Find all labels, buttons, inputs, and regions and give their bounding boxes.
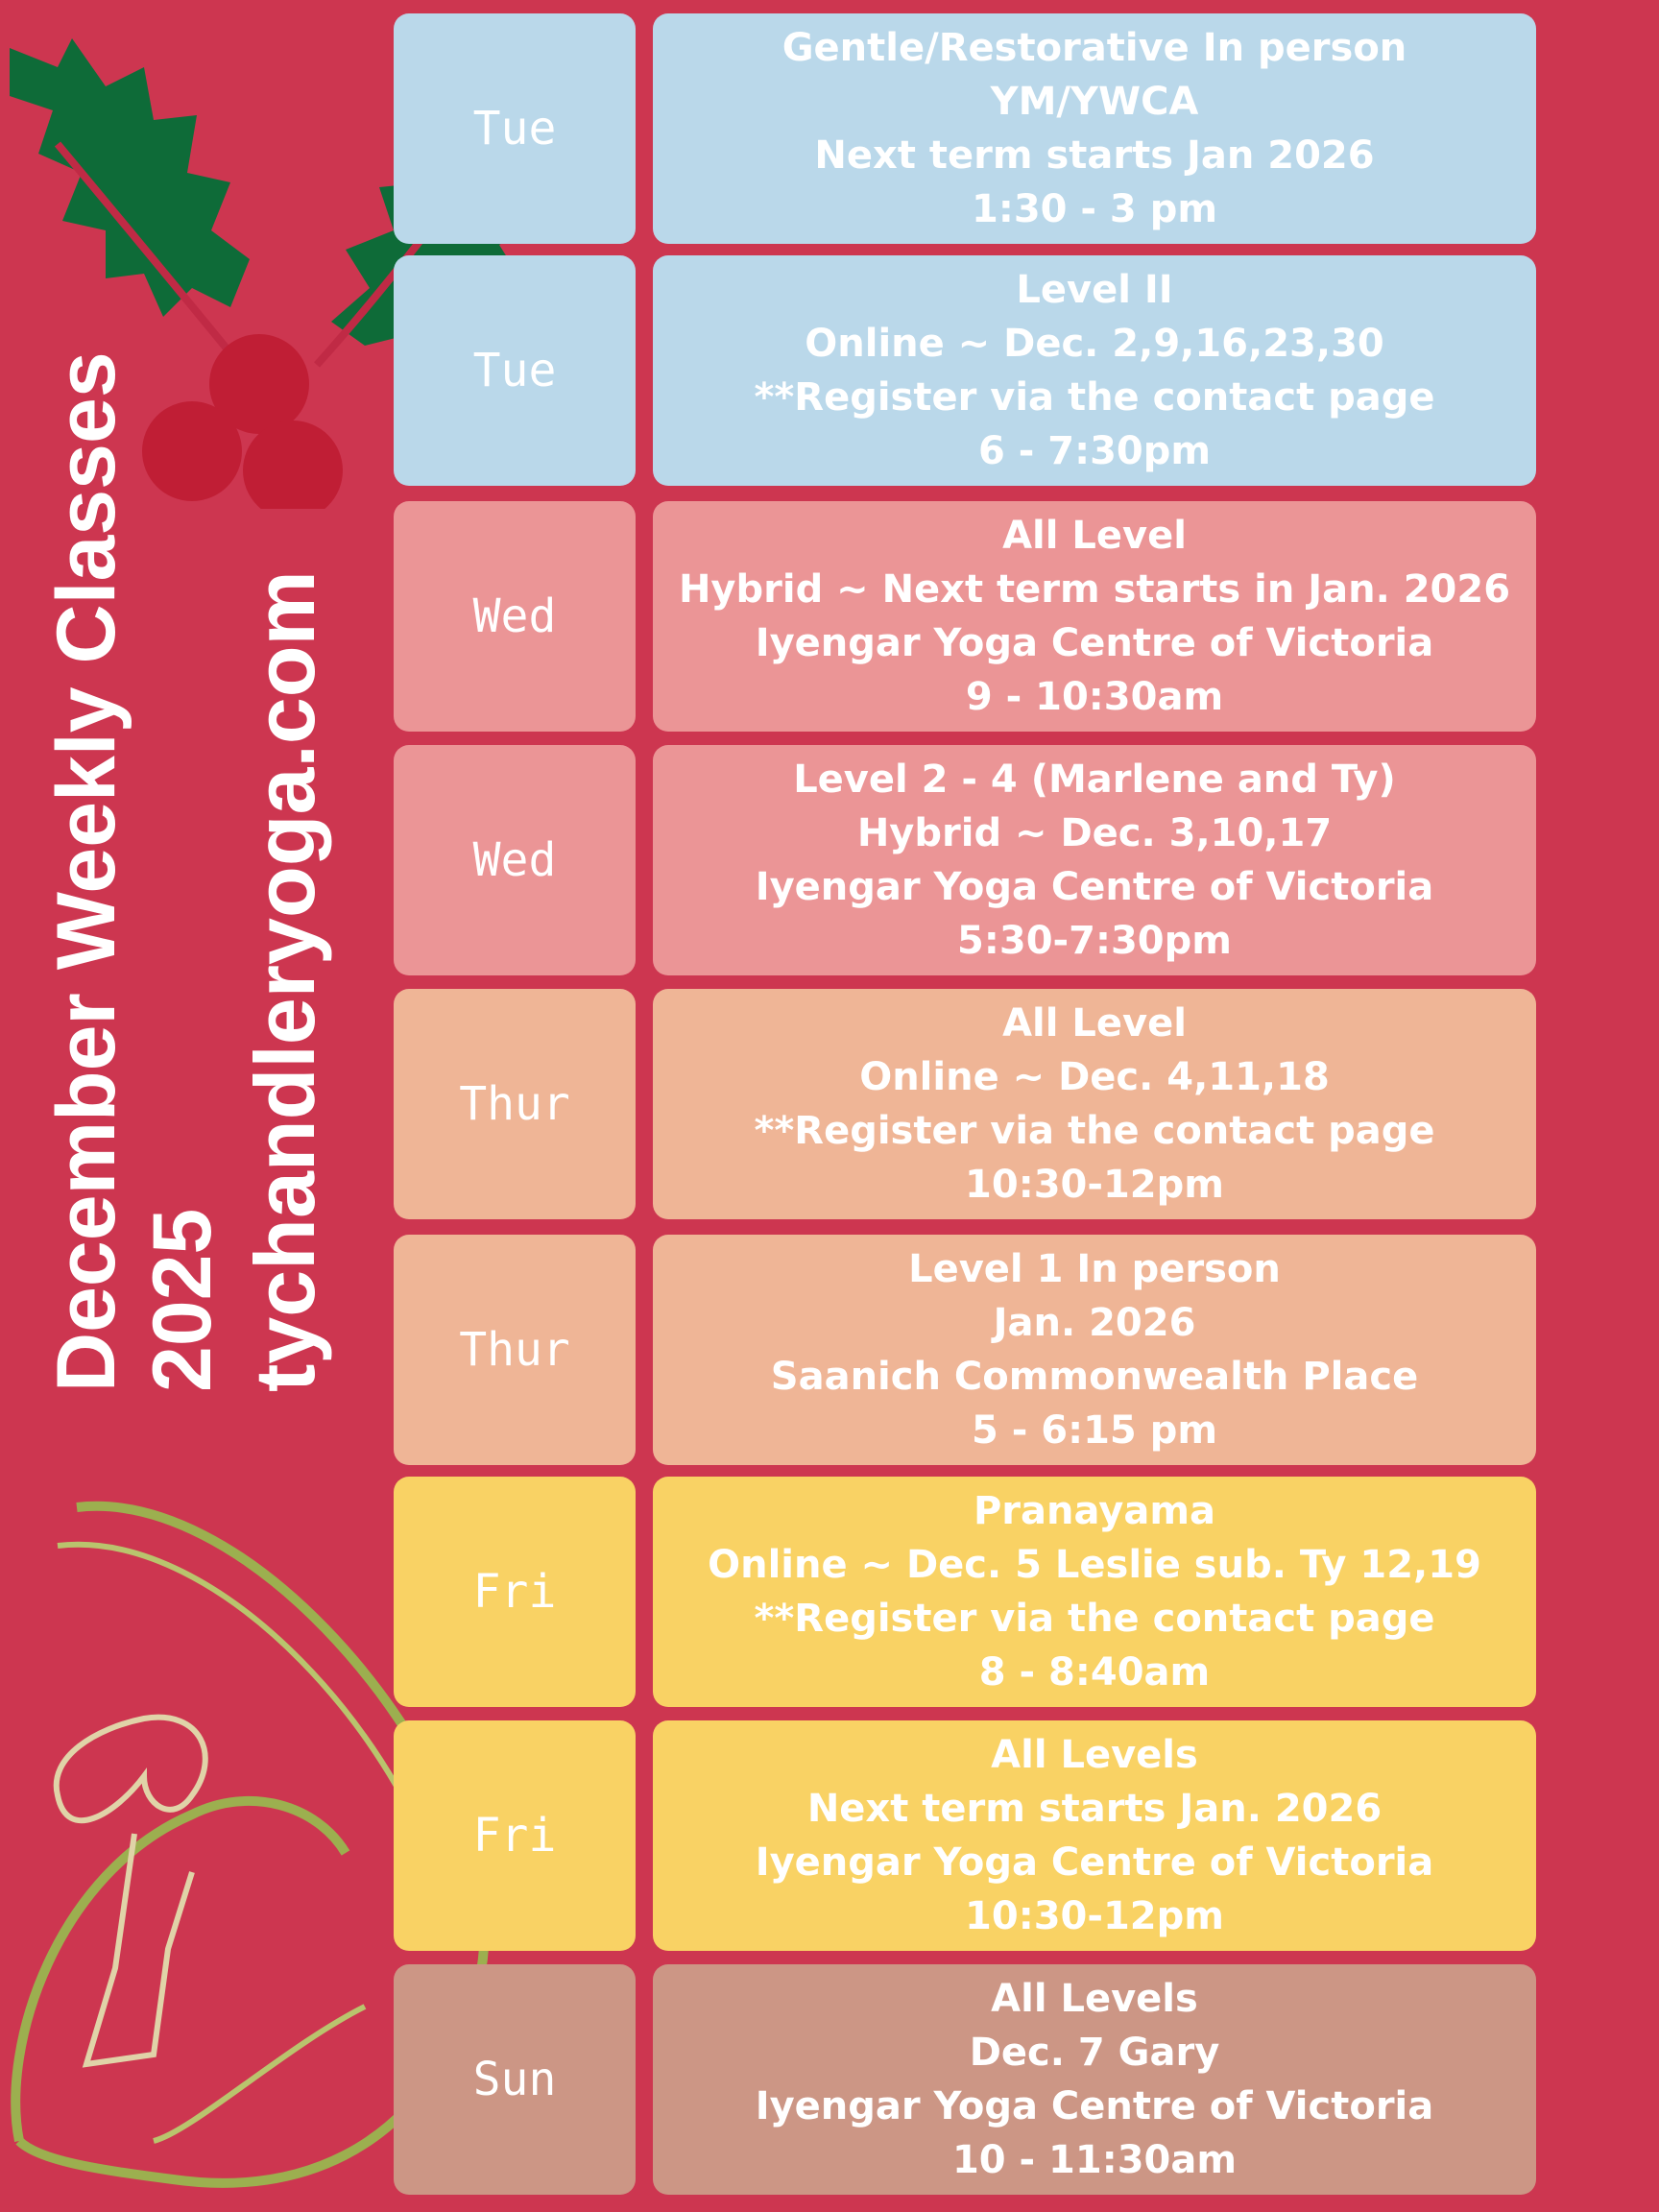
class-line: 6 - 7:30pm — [977, 429, 1212, 473]
side-title — [40, 240, 338, 1392]
class-line: 1:30 - 3 pm — [971, 187, 1217, 231]
class-info — [653, 745, 1536, 975]
class-line: Online ~ Dec. 2,9,16,23,30 — [805, 322, 1384, 366]
class-line: **Register via the contact page — [754, 375, 1435, 420]
class-row — [394, 1235, 1536, 1465]
day-label: Thur — [394, 989, 636, 1219]
class-line: All Level — [1002, 1001, 1187, 1046]
class-line: Jan. 2026 — [993, 1301, 1196, 1345]
class-info — [653, 255, 1536, 486]
class-line: All Levels — [991, 1977, 1198, 2021]
class-line: **Register via the contact page — [754, 1109, 1435, 1153]
class-line: Next term starts Jan 2026 — [814, 133, 1375, 178]
class-line: Level 1 In person — [908, 1247, 1281, 1291]
class-info — [653, 989, 1536, 1219]
class-line: Iyengar Yoga Centre of Victoria — [755, 865, 1434, 909]
day-label: Sun — [394, 1964, 636, 2195]
class-info — [653, 501, 1536, 732]
class-row — [394, 501, 1536, 732]
class-line: Iyengar Yoga Centre of Victoria — [755, 1840, 1434, 1885]
class-row — [394, 255, 1536, 486]
day-label: Tue — [394, 13, 636, 244]
class-row — [394, 13, 1536, 244]
class-line: YM/YWCA — [990, 80, 1199, 124]
class-row — [394, 1964, 1536, 2195]
website-link[interactable]: tychandleryoga.com — [237, 570, 332, 1392]
class-line: 5 - 6:15 pm — [971, 1408, 1217, 1453]
day-label: Fri — [394, 1720, 636, 1951]
class-line: Level II — [1016, 268, 1173, 312]
class-line: 5:30-7:30pm — [957, 919, 1232, 963]
page-year: 2025 — [136, 1208, 228, 1392]
day-label: Wed — [394, 745, 636, 975]
class-row — [394, 1720, 1536, 1951]
class-line: 10:30-12pm — [965, 1894, 1224, 1938]
class-info — [653, 1235, 1536, 1465]
class-line: 9 - 10:30am — [965, 675, 1224, 719]
class-line: 10 - 11:30am — [951, 2138, 1238, 2182]
page-title: December Weekly Classes — [40, 351, 132, 1392]
class-line: Online ~ Dec. 4,11,18 — [859, 1055, 1330, 1099]
class-line: Next term starts Jan. 2026 — [806, 1787, 1382, 1831]
class-line: Dec. 7 Gary — [969, 2031, 1220, 2075]
class-line: **Register via the contact page — [754, 1597, 1435, 1641]
class-info — [653, 13, 1536, 244]
class-info — [653, 1720, 1536, 1951]
class-line: All Level — [1002, 514, 1187, 558]
class-line: Hybrid ~ Dec. 3,10,17 — [856, 811, 1333, 855]
class-line: All Levels — [991, 1733, 1198, 1777]
class-line: Online ~ Dec. 5 Leslie sub. Ty 12,19 — [708, 1543, 1481, 1587]
class-line: Pranayama — [973, 1489, 1215, 1533]
class-row — [394, 989, 1536, 1219]
day-label: Wed — [394, 501, 636, 732]
class-row — [394, 1477, 1536, 1707]
class-line: 10:30-12pm — [965, 1163, 1224, 1207]
class-line: 8 - 8:40am — [978, 1650, 1211, 1695]
class-line: Level 2 - 4 (Marlene and Ty) — [793, 757, 1396, 802]
day-label: Tue — [394, 255, 636, 486]
class-line: Saanich Commonwealth Place — [770, 1355, 1419, 1399]
class-line: Iyengar Yoga Centre of Victoria — [755, 2084, 1434, 2128]
class-row — [394, 745, 1536, 975]
day-label: Fri — [394, 1477, 636, 1707]
day-label: Thur — [394, 1235, 636, 1465]
class-info — [653, 1964, 1536, 2195]
class-line: Hybrid ~ Next term starts in Jan. 2026 — [678, 567, 1511, 612]
class-line: Iyengar Yoga Centre of Victoria — [755, 621, 1434, 665]
class-info — [653, 1477, 1536, 1707]
class-line: Gentle/Restorative In person — [781, 26, 1407, 70]
